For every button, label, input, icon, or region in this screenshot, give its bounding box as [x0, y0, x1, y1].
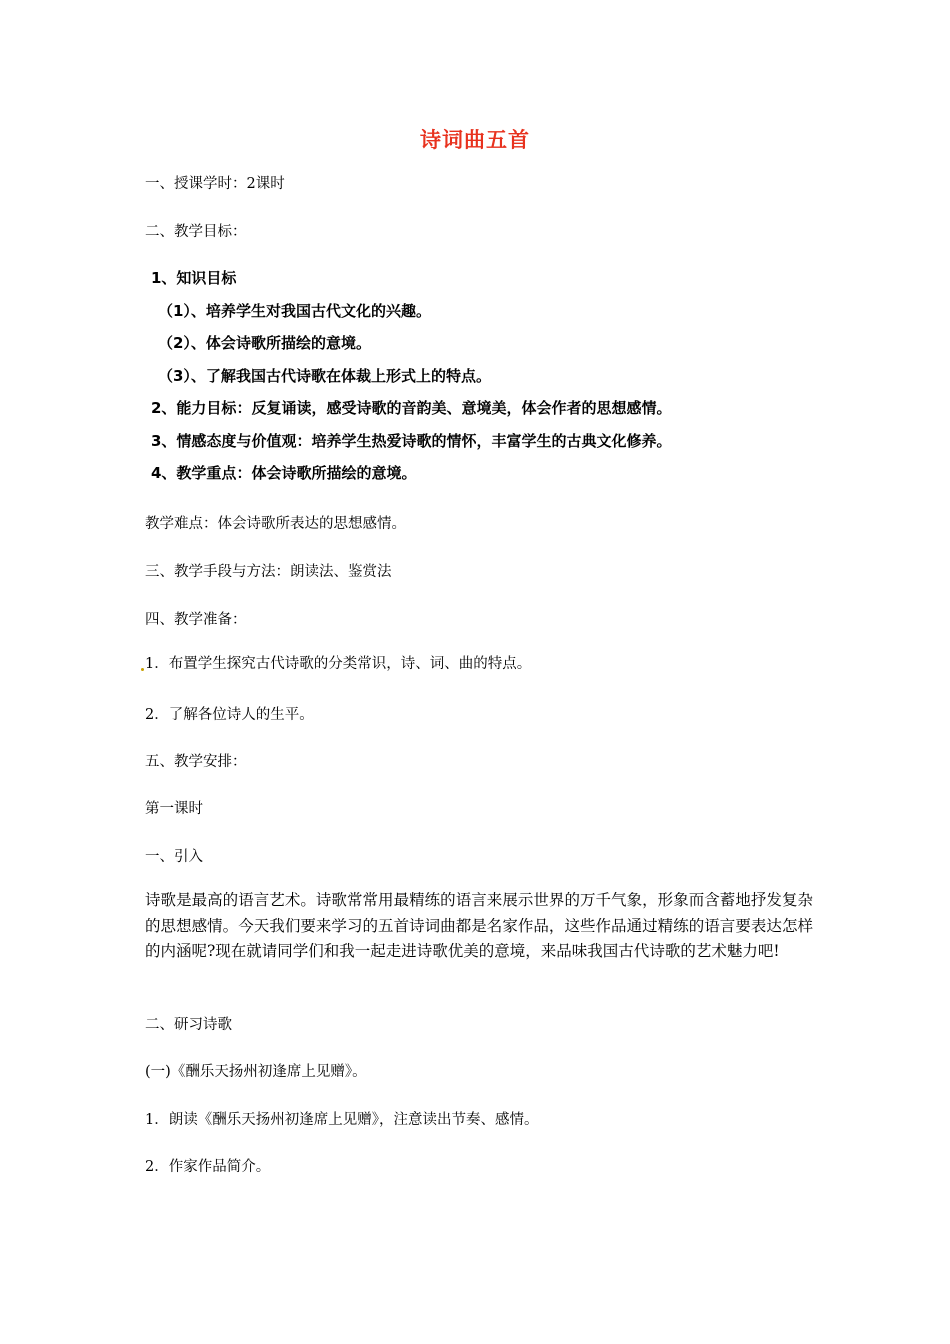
preparation-item-1: 1．布置学生探究古代诗歌的分类常识，诗、词、曲的特点。: [145, 656, 532, 672]
introduction-heading: 一、引入: [145, 849, 203, 865]
class-hours-line: 一、授课学时：2课时: [145, 176, 285, 192]
knowledge-goal-1: （1）、培养学生对我国古代文化的兴趣。: [158, 302, 431, 320]
emotion-goal: 3、情感态度与价值观：培养学生热爱诗歌的情怀，丰富学生的古典文化修养。: [151, 432, 672, 450]
teaching-key-point: 4、教学重点：体会诗歌所描绘的意境。: [151, 464, 417, 482]
study-poems-heading: 二、研习诗歌: [145, 1017, 232, 1033]
teaching-preparation-heading: 四、教学准备：: [145, 612, 247, 628]
teaching-difficulty: 教学难点：体会诗歌所表达的思想感情。: [145, 516, 406, 532]
ability-goal: 2、能力目标：反复诵读，感受诗歌的音韵美、意境美，体会作者的思想感情。: [151, 399, 672, 417]
knowledge-goal-2: （2）、体会诗歌所描绘的意境。: [158, 334, 371, 352]
teaching-goals-heading: 二、教学目标：: [145, 224, 247, 240]
teaching-arrangement-heading: 五、教学安排：: [145, 754, 247, 770]
author-introduction: 2．作家作品简介。: [145, 1159, 271, 1175]
poem-one-heading: (一)《酬乐天扬州初逢席上见赠》。: [145, 1064, 367, 1080]
knowledge-goal-heading: 1、知识目标: [151, 269, 237, 287]
first-lesson-heading: 第一课时: [145, 801, 203, 817]
knowledge-goal-3: （3）、了解我国古代诗歌在体裁上形式上的特点。: [158, 367, 491, 385]
preparation-item-2: 2．了解各位诗人的生平。: [145, 707, 314, 723]
stray-mark: [141, 668, 144, 671]
introduction-paragraph: 诗歌是最高的语言艺术。诗歌常常用最精练的语言来展示世界的万千气象，形象而含蓄地抒发复杂的思想感情。今天我们要来学习的五首诗词曲都是名家作品，这些作品通过精练的语言要表达怎样的内涵呢?现在就请同学们和我一起走进诗歌优美的意境，来品味我国古代诗歌的艺术魅力吧!: [145, 891, 813, 960]
teaching-methods: 三、教学手段与方法：朗读法、鉴赏法: [145, 564, 392, 580]
reading-instruction: 1．朗读《酬乐天扬州初逢席上见赠》，注意读出节奏、感情。: [145, 1112, 539, 1128]
document-title: 诗词曲五首: [420, 128, 530, 152]
